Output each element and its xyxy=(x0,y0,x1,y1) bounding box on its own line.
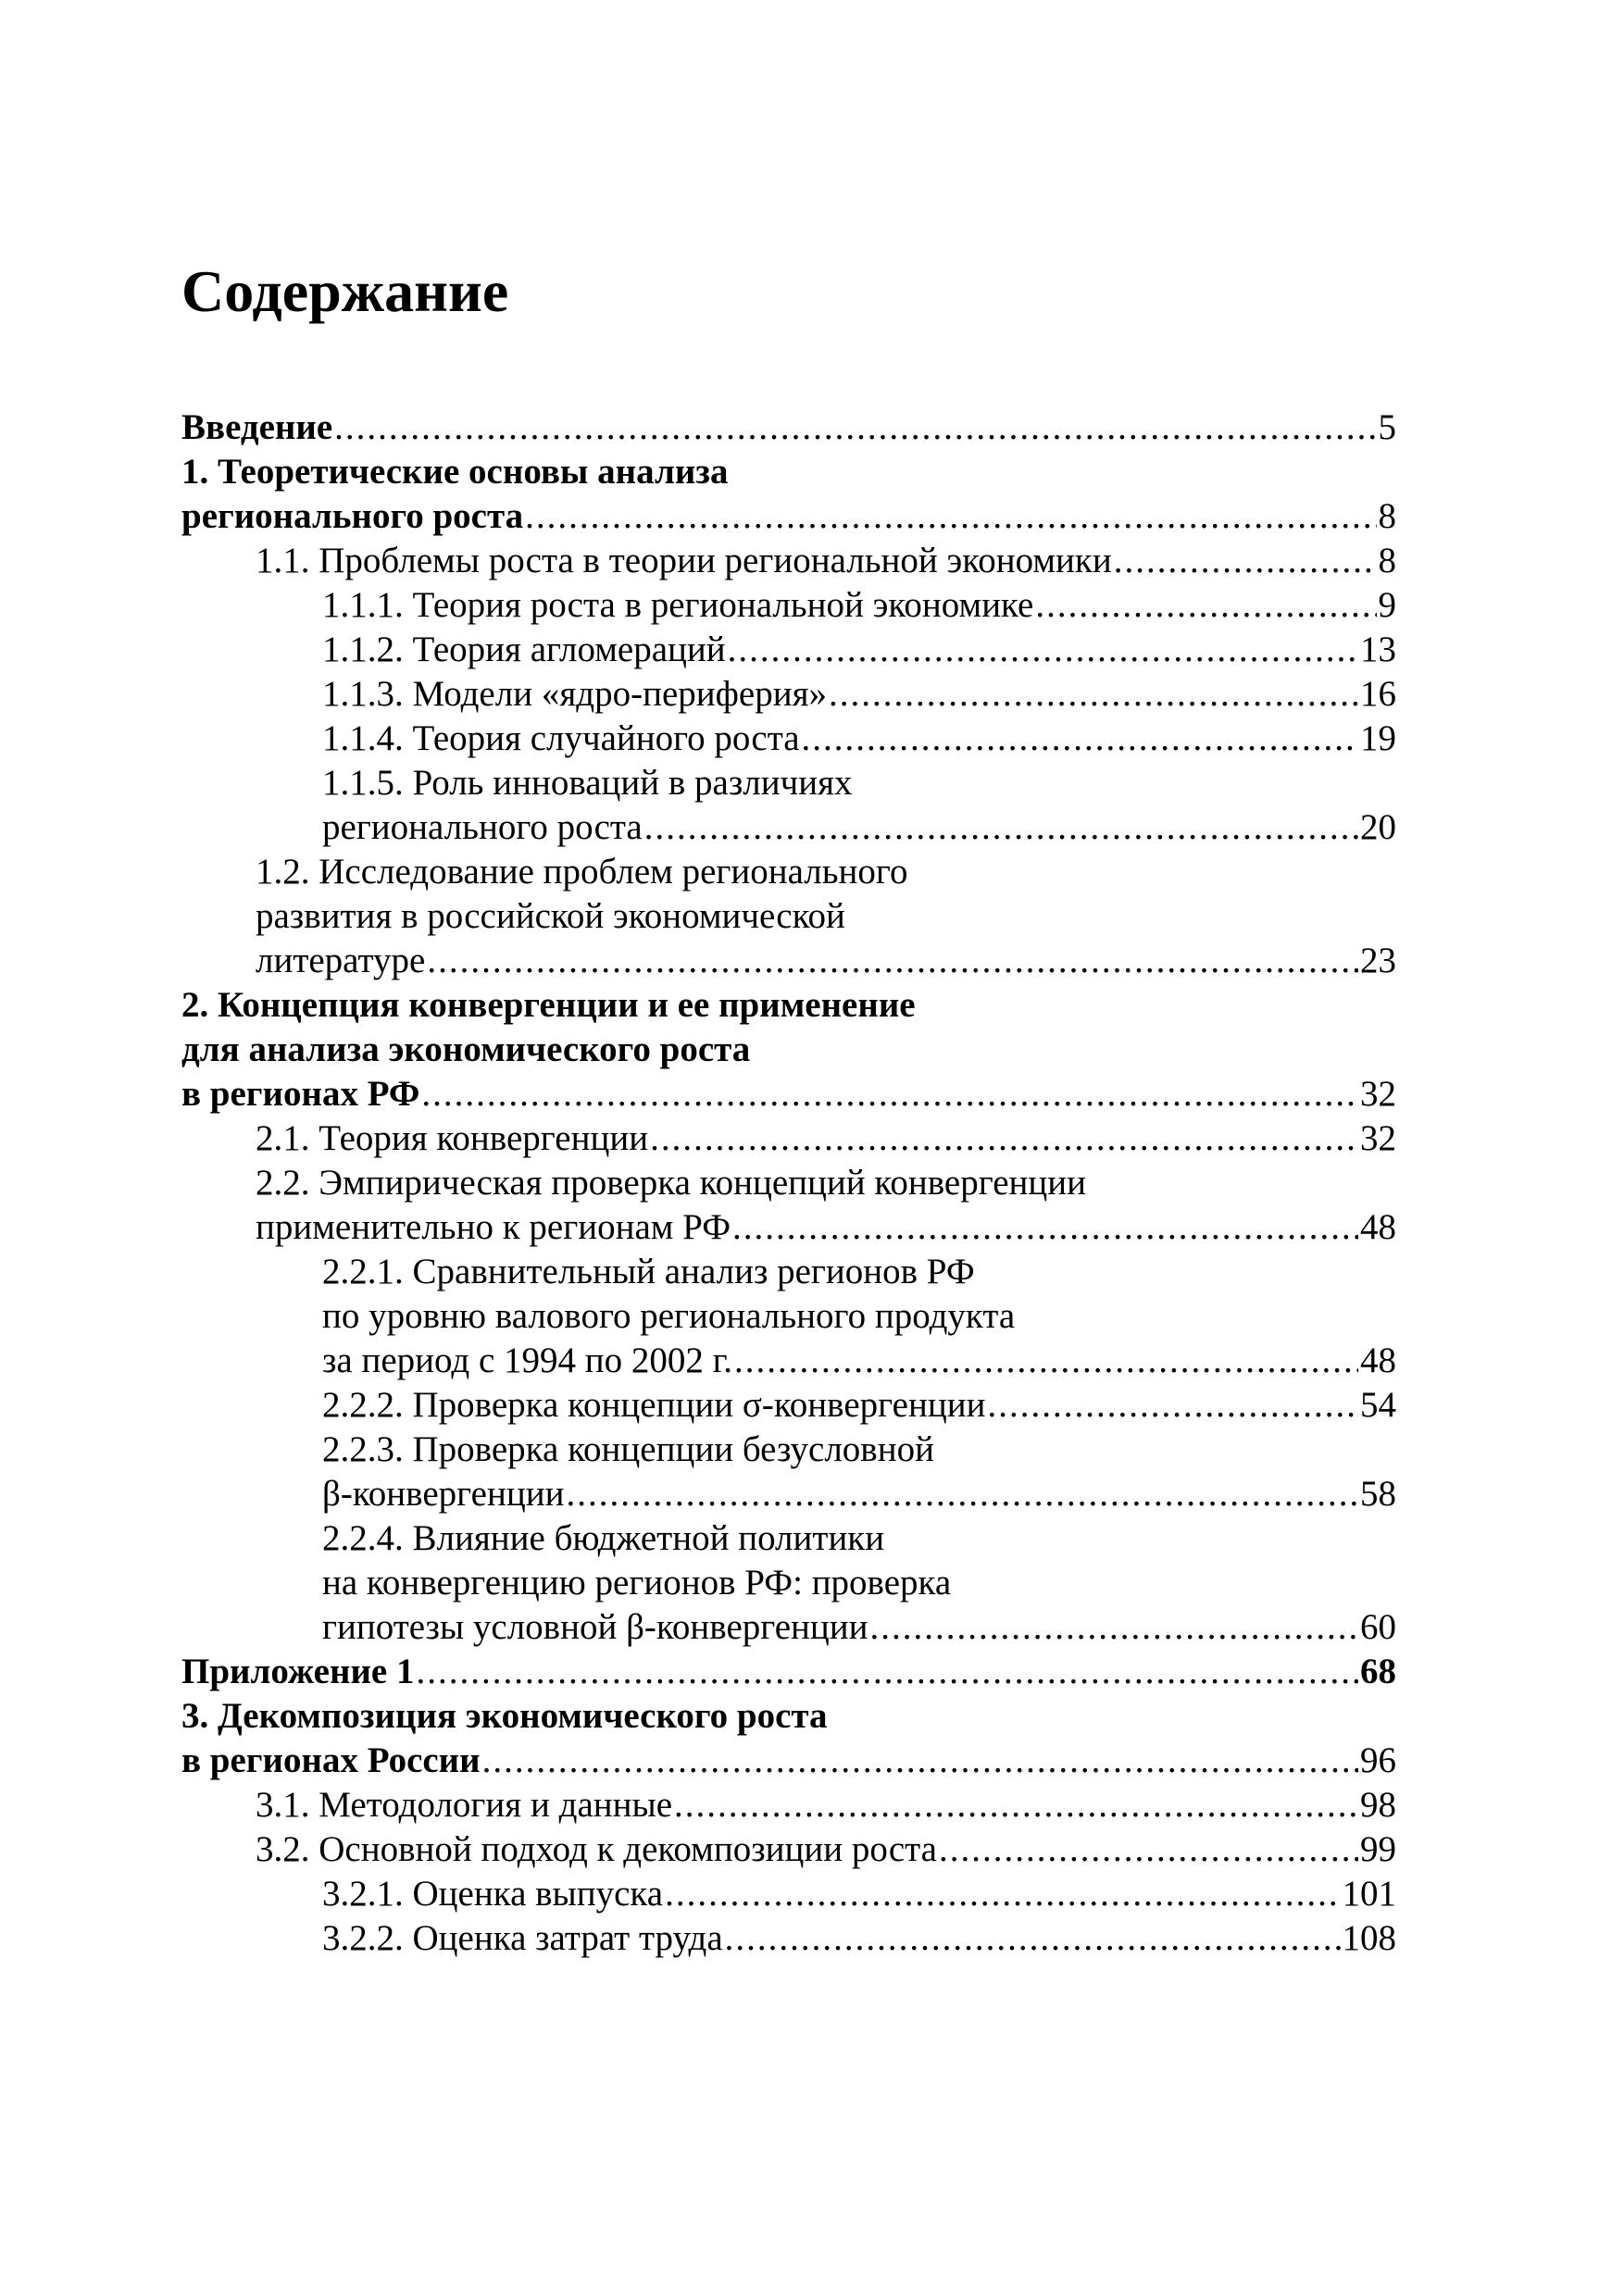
toc-entry-title-line: 2. Концепция конвергенции и ее применение xyxy=(181,985,916,1025)
toc-entry-last-line xyxy=(322,717,1396,761)
toc-entry[interactable] xyxy=(181,983,1396,1116)
dot-leader xyxy=(416,1650,1358,1694)
toc-entry[interactable] xyxy=(181,1916,1396,1961)
toc-page-number: 8 xyxy=(1378,496,1396,536)
toc-entry-title-line: 3.2.1. Оценка выпуска xyxy=(322,1874,664,1914)
toc-page-number: 23 xyxy=(1360,941,1396,980)
toc-entry-title-line: регионального роста xyxy=(181,496,524,536)
toc-entry[interactable] xyxy=(181,717,1396,761)
toc-entry[interactable] xyxy=(181,1694,1396,1783)
toc-entry[interactable] xyxy=(181,1116,1396,1161)
dot-leader xyxy=(1035,583,1376,628)
toc-entry[interactable] xyxy=(181,1516,1396,1650)
toc-entry[interactable] xyxy=(181,1827,1396,1872)
toc-entry-title-line: β-конвергенции xyxy=(322,1474,565,1514)
toc-entry-last-line xyxy=(322,672,1396,717)
toc-page-number: 98 xyxy=(1360,1785,1396,1825)
toc-page-number: 48 xyxy=(1360,1341,1396,1380)
dot-leader xyxy=(427,939,1358,983)
toc-entry-title-line: в регионах РФ xyxy=(181,1074,420,1114)
toc-entry-title-line: 1.1.5. Роль инноваций в различиях xyxy=(322,763,853,803)
toc-entry-last-line xyxy=(322,1605,1396,1650)
toc-entry-title-line: за период с 1994 по 2002 г. xyxy=(322,1341,733,1380)
toc-entry-title-line: литературе xyxy=(256,941,426,980)
dot-leader xyxy=(482,1739,1358,1783)
toc-entry-title-line: 2.2. Эмпирическая проверка концепций конвергенции xyxy=(256,1163,1086,1203)
toc-entry[interactable] xyxy=(181,1161,1396,1250)
toc-entry-title-line: 1.2. Исследование проблем регионального xyxy=(256,852,908,892)
toc-entry[interactable] xyxy=(181,450,1396,539)
toc-entry[interactable] xyxy=(181,672,1396,717)
toc-entry[interactable] xyxy=(181,583,1396,628)
toc-entry[interactable] xyxy=(181,405,1396,450)
toc-entry-title-line: 1.1.4. Теория случайного роста xyxy=(322,718,800,758)
toc-entry-title-line: гипотезы условной β-конвергенции xyxy=(322,1607,868,1647)
toc-entry-title-line: 1.1.2. Теория агломераций xyxy=(322,630,726,669)
toc-entry-title-line: для анализа экономического роста xyxy=(181,1029,751,1069)
toc-entry-title-line: по уровню валового регионального продукта xyxy=(322,1296,1016,1336)
toc-entry-title-line: Введение xyxy=(181,407,333,447)
toc-entry-last-line xyxy=(256,939,1396,983)
dot-leader xyxy=(732,1205,1358,1250)
toc-entry-title-line: 2.2.3. Проверка концепции безусловной xyxy=(322,1429,934,1469)
toc-entry-last-line xyxy=(322,1339,1396,1383)
dot-leader xyxy=(421,1072,1358,1116)
toc-entry-last-line xyxy=(322,1872,1396,1916)
toc-entry[interactable] xyxy=(181,1383,1396,1428)
toc-page-number: 9 xyxy=(1378,585,1396,625)
dot-leader xyxy=(987,1383,1358,1428)
dot-leader xyxy=(644,805,1358,850)
toc-entry-title-line: 1.1.3. Модели «ядро-периферия» xyxy=(322,674,828,714)
toc-entry-title-line: Приложение 1 xyxy=(181,1652,415,1691)
toc-page-number: 5 xyxy=(1378,407,1396,447)
toc-entry-title-line: 3.2. Основной подход к декомпозиции роста xyxy=(256,1829,937,1869)
toc-page-number: 60 xyxy=(1360,1607,1396,1647)
toc-entry-last-line xyxy=(181,405,1396,450)
toc-entry-title-line: 3.1. Методология и данные xyxy=(256,1785,673,1825)
toc-entry[interactable] xyxy=(181,539,1396,583)
toc-entry-title-line: регионального роста xyxy=(322,807,643,847)
dot-leader xyxy=(734,1339,1358,1383)
toc-entry-last-line xyxy=(256,1783,1396,1827)
toc-page-number: 96 xyxy=(1360,1740,1396,1780)
toc-entry-title-line: 1.1. Проблемы роста в теории региональной экономики xyxy=(256,541,1112,580)
toc-entry-title-line: развития в российской экономической xyxy=(256,896,845,936)
dot-leader xyxy=(665,1872,1340,1916)
toc-entry-last-line xyxy=(322,583,1396,628)
toc-entry-title-line: 1.1.1. Теория роста в региональной экономике xyxy=(322,585,1034,625)
toc-page-number: 19 xyxy=(1360,718,1396,758)
toc-entry[interactable] xyxy=(181,1783,1396,1827)
toc-entry-title-line: 2.2.2. Проверка концепции σ-конвергенции xyxy=(322,1385,986,1425)
toc-page-number: 32 xyxy=(1360,1074,1396,1114)
toc-entry-title-line: 2.1. Теория конвергенции xyxy=(256,1118,649,1158)
toc-entry-last-line xyxy=(256,1827,1396,1872)
toc-entry-title-line: применительно к регионам РФ xyxy=(256,1207,731,1247)
dot-leader xyxy=(728,628,1358,672)
toc-page-number: 48 xyxy=(1360,1207,1396,1247)
toc-entry-title-line: на конвергенцию регионов РФ: проверка xyxy=(322,1563,952,1603)
dot-leader xyxy=(802,717,1358,761)
toc-entry-title-line: 2.2.4. Влияние бюджетной политики xyxy=(322,1518,885,1558)
dot-leader xyxy=(870,1605,1358,1650)
dot-leader xyxy=(829,672,1358,717)
toc-entry-last-line xyxy=(322,1383,1396,1428)
toc-entry-last-line xyxy=(322,628,1396,672)
toc-page-number: 32 xyxy=(1360,1118,1396,1158)
toc-entry[interactable] xyxy=(181,1650,1396,1694)
dot-leader xyxy=(334,405,1376,450)
toc-page-number: 54 xyxy=(1360,1385,1396,1425)
toc-entry-last-line xyxy=(181,1072,1396,1116)
toc-entry-title-line: 3. Декомпозиция экономического роста xyxy=(181,1696,828,1736)
toc-entry-last-line xyxy=(322,805,1396,850)
toc-entry-title-line: 1. Теоретические основы анализа xyxy=(181,452,729,492)
dot-leader xyxy=(566,1472,1358,1516)
toc-entry-last-line xyxy=(256,1205,1396,1250)
toc-page-number: 20 xyxy=(1360,807,1396,847)
table-of-contents xyxy=(181,405,1396,1961)
toc-entry[interactable] xyxy=(181,1250,1396,1383)
toc-entry-last-line xyxy=(181,1739,1396,1783)
dot-leader xyxy=(674,1783,1358,1827)
toc-entry-last-line xyxy=(322,1472,1396,1516)
toc-entry-last-line xyxy=(181,1650,1396,1694)
toc-page-number: 16 xyxy=(1360,674,1396,714)
toc-entry-last-line xyxy=(322,1916,1396,1961)
toc-entry-last-line xyxy=(256,1116,1396,1161)
toc-entry-title-line: 3.2.2. Оценка затрат труда xyxy=(322,1918,723,1958)
dot-leader xyxy=(725,1916,1341,1961)
toc-page-number: 68 xyxy=(1360,1652,1396,1691)
toc-page-number: 8 xyxy=(1378,541,1396,580)
toc-entry[interactable] xyxy=(181,850,1396,983)
toc-entry[interactable] xyxy=(181,628,1396,672)
toc-page-number: 58 xyxy=(1360,1474,1396,1514)
dot-leader xyxy=(650,1116,1358,1161)
toc-entry-title-line: в регионах России xyxy=(181,1740,481,1780)
toc-entry[interactable] xyxy=(181,1428,1396,1516)
toc-entry[interactable] xyxy=(181,761,1396,850)
toc-page-number: 108 xyxy=(1342,1918,1396,1958)
page-title: Содержание xyxy=(181,258,509,324)
toc-entry[interactable] xyxy=(181,1872,1396,1916)
toc-page-number: 101 xyxy=(1342,1874,1396,1914)
toc-page-number: 13 xyxy=(1360,630,1396,669)
toc-entry-last-line xyxy=(181,494,1396,539)
toc-page-number: 99 xyxy=(1360,1829,1396,1869)
dot-leader xyxy=(939,1827,1358,1872)
toc-entry-title-line: 2.2.1. Сравнительный анализ регионов РФ xyxy=(322,1252,975,1291)
dot-leader xyxy=(525,494,1376,539)
dot-leader xyxy=(1114,539,1377,583)
toc-entry-last-line xyxy=(256,539,1396,583)
